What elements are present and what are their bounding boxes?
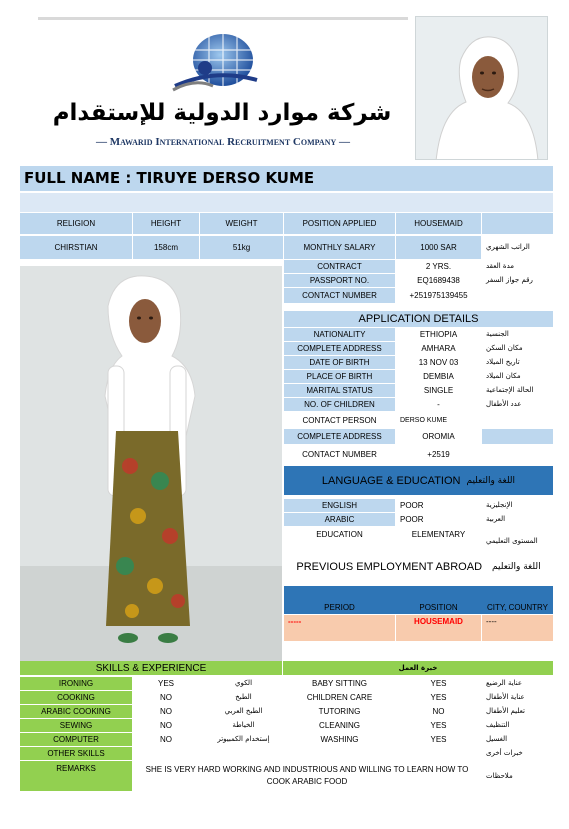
cooking-arabic: الطبخ (200, 691, 283, 704)
tutoring-arabic: تعليم الأطفال (482, 705, 553, 718)
baby-sitting-label: BABY SITTING (284, 677, 395, 690)
company-english-name: — Mawarid International Recruitment Company — (95, 136, 350, 148)
ironing-label: IRONING (20, 677, 132, 690)
remarks-text: SHE IS VERY HARD WORKING AND INDUSTRIOUS AND WILLING TO LEARN HOW TO COOK ARABIC FOOD (133, 761, 481, 791)
full-name-bar: FULL NAME : TIRUYE DERSO KUME (20, 166, 553, 191)
cleaning-label: CLEANING (284, 719, 395, 732)
english-label: ENGLISH (284, 499, 395, 512)
marital-status-label: MARITAL STATUS (284, 384, 395, 397)
address-arabic: مكان السكن (482, 342, 553, 355)
height-value: 158cm (133, 236, 199, 259)
nationality-label: NATIONALITY (284, 328, 395, 341)
arabic-label: ARABIC (284, 513, 395, 526)
language-education-title-bar (284, 466, 553, 495)
education-arabic: المستوى التعليمي (482, 527, 553, 555)
english-arabic: الإنجليزية (482, 499, 553, 512)
previous-employment-title: PREVIOUS EMPLOYMENT ABROAD (296, 561, 483, 573)
header-rule (38, 17, 408, 20)
contact-number-value: +251975139455 (396, 288, 481, 303)
passport-label: PASSPORT NO. (284, 274, 395, 287)
cooking-value: NO (133, 691, 199, 704)
contact-phone-value: +2519 (396, 445, 481, 464)
contact-address-label: COMPLETE ADDRESS (284, 429, 395, 444)
spacer-small (284, 304, 553, 310)
weight-value: 51kg (200, 236, 283, 259)
contact-number-empty (482, 288, 553, 303)
place-of-birth-label: PLACE OF BIRTH (284, 370, 395, 383)
washing-label: WASHING (284, 733, 395, 746)
period-value: ----- (284, 615, 395, 641)
language-education-title-arabic: اللغة والتعليم (466, 475, 516, 486)
previous-employment-title-bar (284, 557, 553, 577)
contact-phone-label: CONTACT NUMBER (284, 445, 395, 464)
tutoring-value: NO (396, 705, 481, 718)
contact-phone-empty (482, 445, 553, 464)
tutoring-label: TUTORING (284, 705, 395, 718)
other-skills-value (133, 747, 481, 760)
religion-header: RELIGION (20, 213, 132, 234)
education-label: EDUCATION (284, 527, 395, 555)
header-empty-cell (482, 213, 553, 234)
children-care-label: CHILDREN CARE (284, 691, 395, 704)
arabic-cooking-arabic: الطبخ العربي (200, 705, 283, 718)
previous-employment-title-arabic: اللغة والتعليم (492, 562, 541, 572)
marital-status-value: SINGLE (396, 384, 481, 397)
nationality-value: ETHIOPIA (396, 328, 481, 341)
dob-label: DATE OF BIRTH (284, 356, 395, 369)
contact-address-empty (482, 429, 553, 444)
contract-arabic: مدة العقد (482, 260, 553, 273)
washing-arabic: الغسيل (482, 733, 553, 746)
children-value: - (396, 398, 481, 411)
spacer-row (20, 193, 553, 212)
ironing-arabic: الكوي (200, 677, 283, 690)
height-header: HEIGHT (133, 213, 199, 234)
marital-status-arabic: الحالة الإجتماعية (482, 384, 553, 397)
country-header: CITY, COUNTRY (486, 602, 549, 612)
period-header: PERIOD (324, 602, 355, 612)
contact-person-value: DERSO KUME (396, 412, 481, 428)
contract-label: CONTRACT (284, 260, 395, 273)
contact-address-value: OROMIA (396, 429, 481, 444)
arabic-arabic: العربية (482, 513, 553, 526)
application-details-title: APPLICATION DETAILS (284, 311, 553, 327)
applicant-photo-full (20, 266, 282, 661)
position-header: POSITION (419, 602, 458, 612)
religion-value: CHIRSTIAN (20, 236, 132, 259)
position-value: HOUSEMAID (396, 615, 481, 641)
contract-value: 2 YRS. (396, 260, 481, 273)
computer-label: COMPUTER (20, 733, 132, 746)
children-label: NO. OF CHILDREN (284, 398, 395, 411)
contact-person-empty (482, 412, 553, 428)
company-arabic-name: شركة موارد الدولية للإستقدام (52, 100, 392, 126)
monthly-salary-arabic: الراتب الشهري (482, 236, 553, 259)
language-education-title: LANGUAGE & EDUCATION (321, 474, 461, 487)
skills-title: SKILLS & EXPERIENCE (20, 661, 282, 675)
place-of-birth-value: DEMBIA (396, 370, 481, 383)
weight-header: WEIGHT (200, 213, 283, 234)
globe-icon (165, 28, 265, 100)
cooking-label: COOKING (20, 691, 132, 704)
contact-person-label: CONTACT PERSON (284, 412, 395, 428)
other-skills-label: OTHER SKILLS (20, 747, 132, 760)
baby-sitting-value: YES (396, 677, 481, 690)
cleaning-arabic: التنظيف (482, 719, 553, 732)
address-value: AMHARA (396, 342, 481, 355)
position-applied-value: HOUSEMAID (396, 213, 481, 234)
washing-value: YES (396, 733, 481, 746)
passport-arabic: رقم جواز السفر (482, 274, 553, 287)
company-logo (165, 28, 265, 100)
nationality-arabic: الجنسية (482, 328, 553, 341)
english-value: POOR (396, 499, 481, 512)
remarks-label: REMARKS (20, 761, 132, 791)
children-care-value: YES (396, 691, 481, 704)
passport-value: EQ1689438 (396, 274, 481, 287)
dob-arabic: تاريخ الميلاد (482, 356, 553, 369)
arabic-value: POOR (396, 513, 481, 526)
monthly-salary-label: MONTHLY SALARY (284, 236, 395, 259)
address-label: COMPLETE ADDRESS (284, 342, 395, 355)
sewing-label: SEWING (20, 719, 132, 732)
computer-arabic: إستخدام الكمبيوتر (200, 733, 283, 746)
dob-value: 13 NOV 03 (396, 356, 481, 369)
monthly-salary-value: 1000 SAR (396, 236, 481, 259)
other-skills-arabic: خبرات أخرى (482, 747, 553, 760)
applicant-photo-small (415, 16, 548, 160)
cleaning-value: YES (396, 719, 481, 732)
place-of-birth-arabic: مكان الميلاد (482, 370, 553, 383)
children-arabic: عدد الأطفال (482, 398, 553, 411)
skills-title-arabic: خبرة العمل (283, 661, 553, 675)
arabic-cooking-value: NO (133, 705, 199, 718)
ironing-value: YES (133, 677, 199, 690)
country-value: ---- (482, 615, 553, 641)
remarks-arabic: ملاحظات (482, 761, 553, 791)
position-applied-header: POSITION APPLIED (284, 213, 395, 234)
children-care-arabic: عناية الأطفال (482, 691, 553, 704)
baby-sitting-arabic: عناية الرضيع (482, 677, 553, 690)
sewing-value: NO (133, 719, 199, 732)
sewing-arabic: الخياطة (200, 719, 283, 732)
contact-number-label: CONTACT NUMBER (284, 288, 395, 303)
education-value: ELEMENTARY (396, 527, 481, 555)
computer-value: NO (133, 733, 199, 746)
arabic-cooking-label: ARABIC COOKING (20, 705, 132, 718)
